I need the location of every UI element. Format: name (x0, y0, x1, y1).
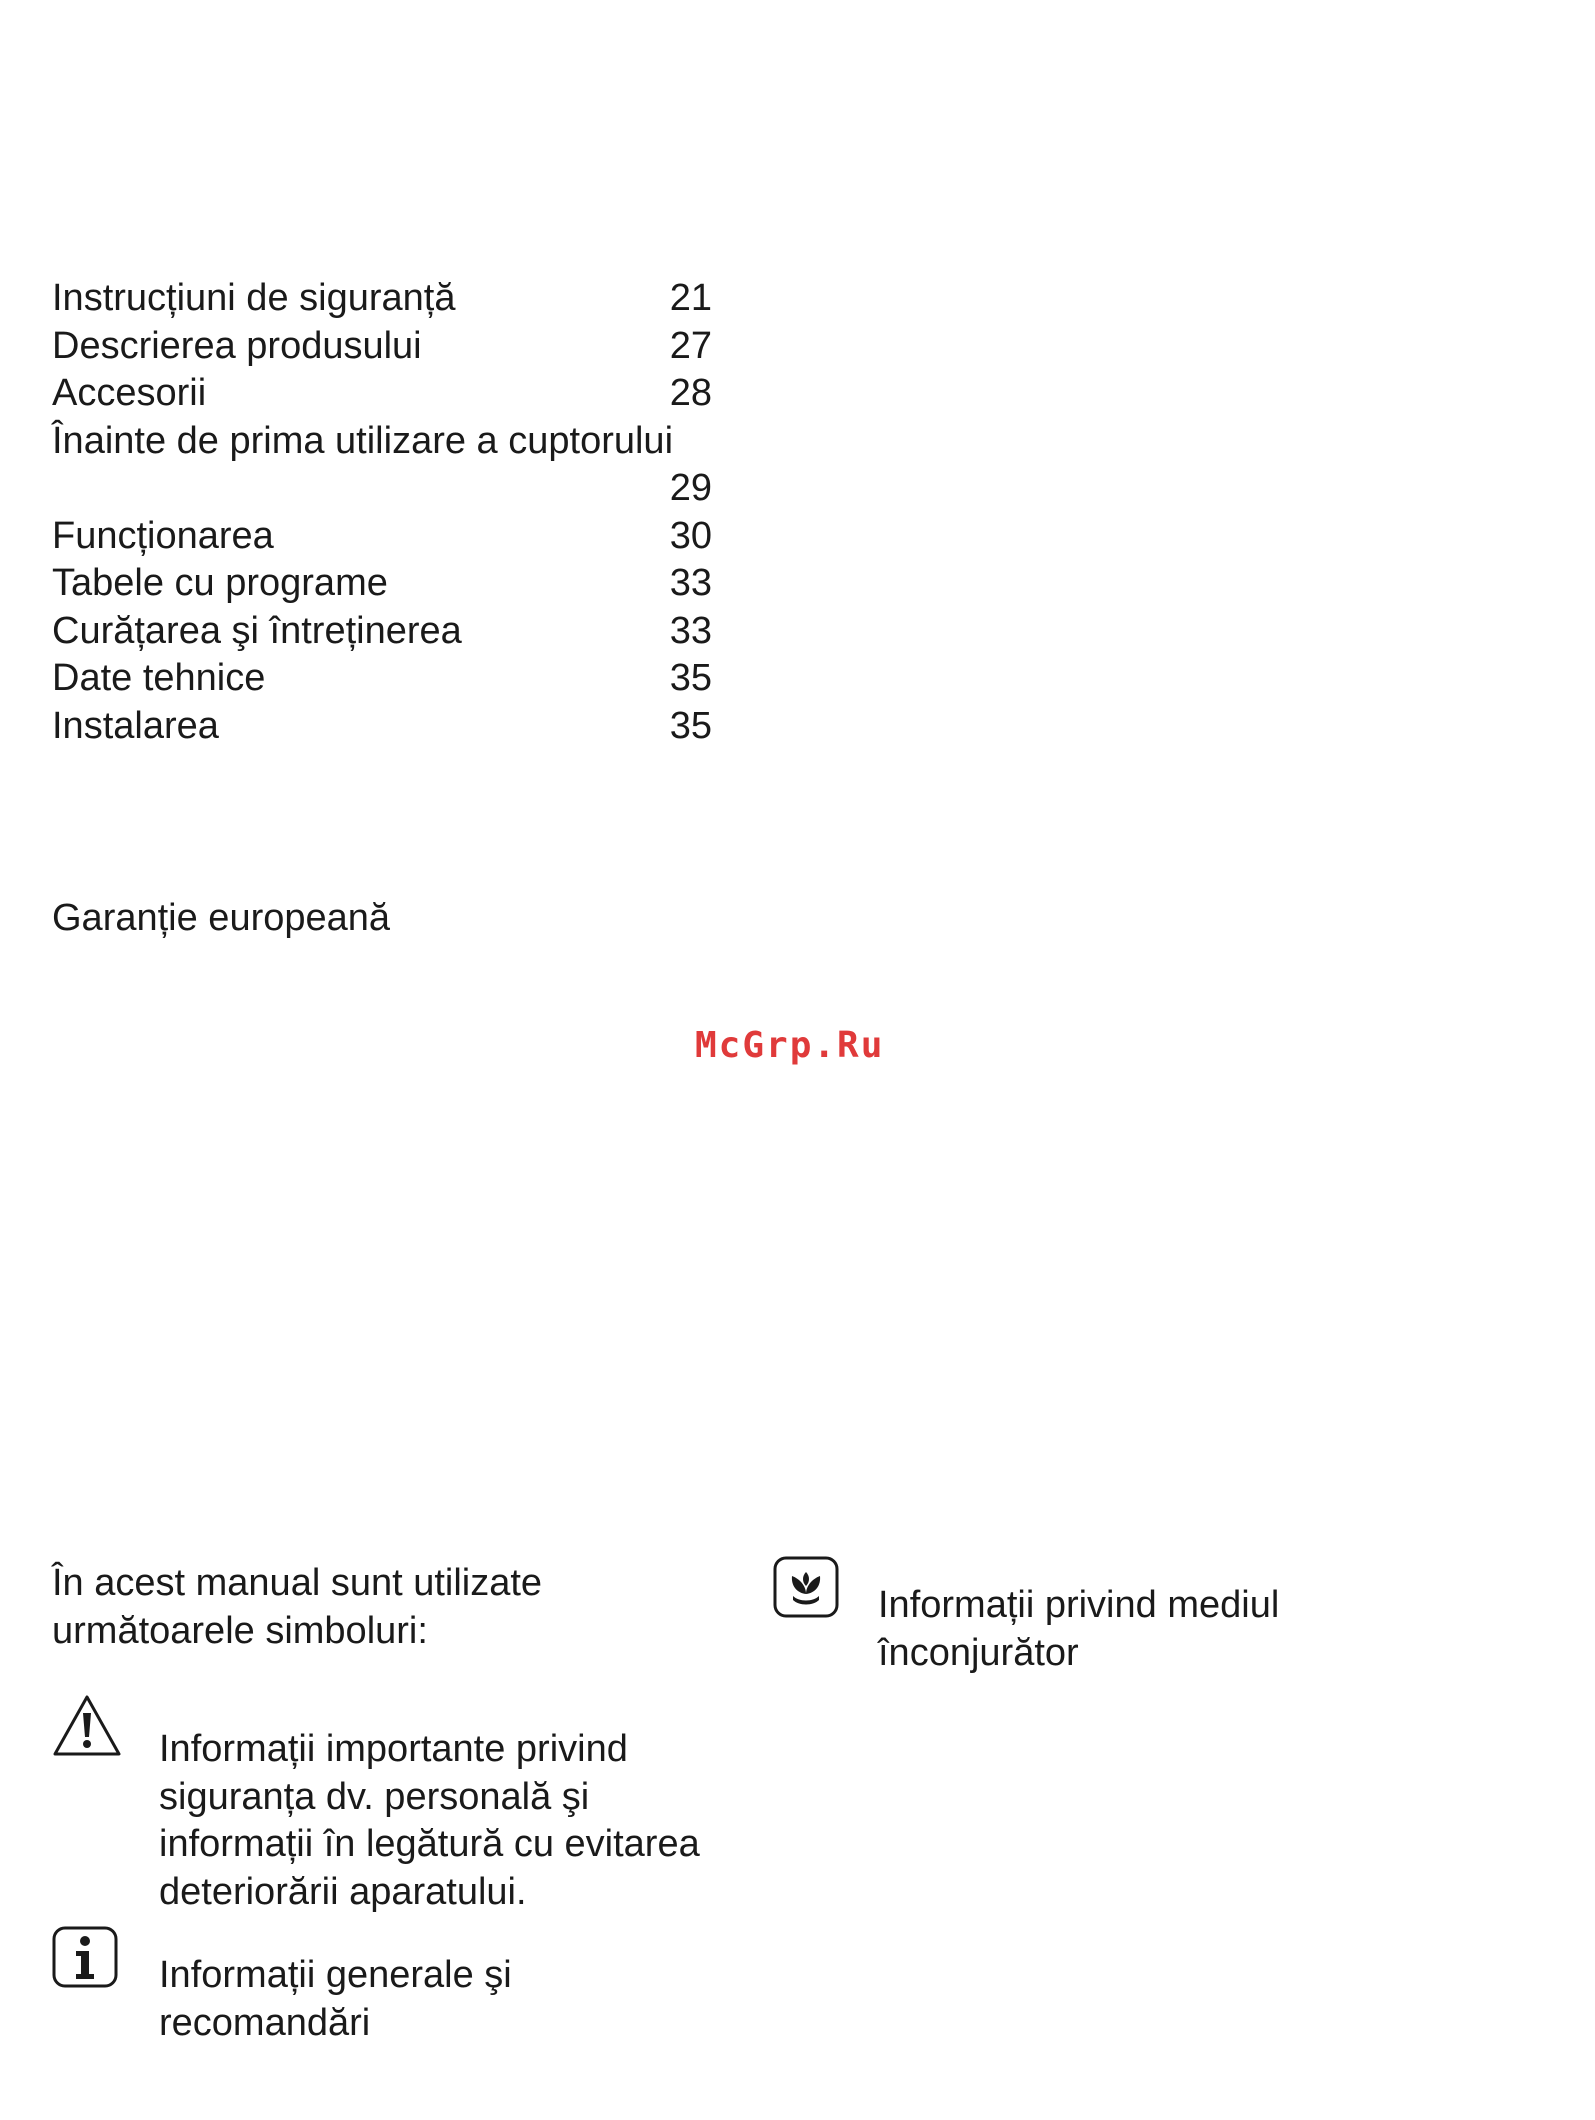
toc-item-title: Descrierea produsului (52, 324, 422, 367)
symbols-intro-line: În acest manual sunt utilizate (52, 1562, 543, 1604)
warning-triangle-icon (52, 1693, 122, 1764)
toc-item[interactable] (52, 275, 712, 323)
toc-item-title: Tabele cu programe (52, 562, 388, 604)
warranty-link[interactable]: Garanție europeană (52, 897, 391, 939)
toc-item-title: Date tehnice (52, 657, 266, 699)
watermark-text: McGrp.Ru (695, 1025, 885, 1066)
info-text-line: Informații generale şi (159, 1954, 512, 1996)
toc-item-page: 35 (669, 657, 712, 699)
toc-item[interactable] (52, 370, 712, 418)
toc-item-page: 28 (669, 372, 712, 414)
warning-text-line: Informații importante privind (159, 1728, 628, 1770)
warning-text-line: deteriorării aparatului. (159, 1870, 527, 1913)
toc-item-title: Înainte de prima utilizare a cuptorului (52, 419, 674, 462)
toc-item[interactable] (52, 655, 712, 703)
toc-item-title: Funcționarea (52, 514, 274, 557)
environment-text-line: înconjurător (878, 1631, 1079, 1674)
toc-item[interactable] (52, 608, 712, 656)
info-symbol-text (159, 1952, 739, 2047)
toc-item-title: Curățarea şi întreținerea (52, 609, 462, 652)
toc-item-page: 35 (669, 704, 712, 747)
toc-item[interactable] (52, 323, 712, 371)
toc-item-title: Accesorii (52, 372, 207, 414)
toc-item-page: 33 (669, 609, 712, 652)
environment-symbol-text (878, 1582, 1378, 1677)
info-icon (52, 1926, 118, 1993)
warning-symbol-text (159, 1726, 739, 1916)
toc-item[interactable] (52, 703, 712, 751)
warning-text-line: informații în legătură cu evitarea (159, 1823, 700, 1865)
symbols-intro (52, 1560, 672, 1655)
environment-flower-icon (773, 1556, 839, 1623)
info-text-line: recomandări (159, 2001, 371, 2044)
toc-item-page: 33 (669, 562, 712, 604)
toc-item[interactable] (52, 513, 712, 561)
symbols-intro-line: următoarele simboluri: (52, 1609, 428, 1652)
environment-text-line: Informații privind mediul (878, 1584, 1280, 1626)
toc-item[interactable] (52, 560, 712, 608)
toc-item-page: 29 (669, 467, 712, 509)
toc-item-title: Instrucțiuni de siguranță (52, 277, 456, 319)
toc-item[interactable] (52, 418, 712, 513)
toc-item-title: Instalarea (52, 704, 219, 747)
warning-text-line: siguranța dv. personală şi (159, 1775, 590, 1818)
table-of-contents (52, 275, 712, 750)
toc-item-page: 27 (669, 324, 712, 367)
toc-item-page: 21 (669, 277, 712, 319)
toc-item-page: 30 (669, 514, 712, 557)
